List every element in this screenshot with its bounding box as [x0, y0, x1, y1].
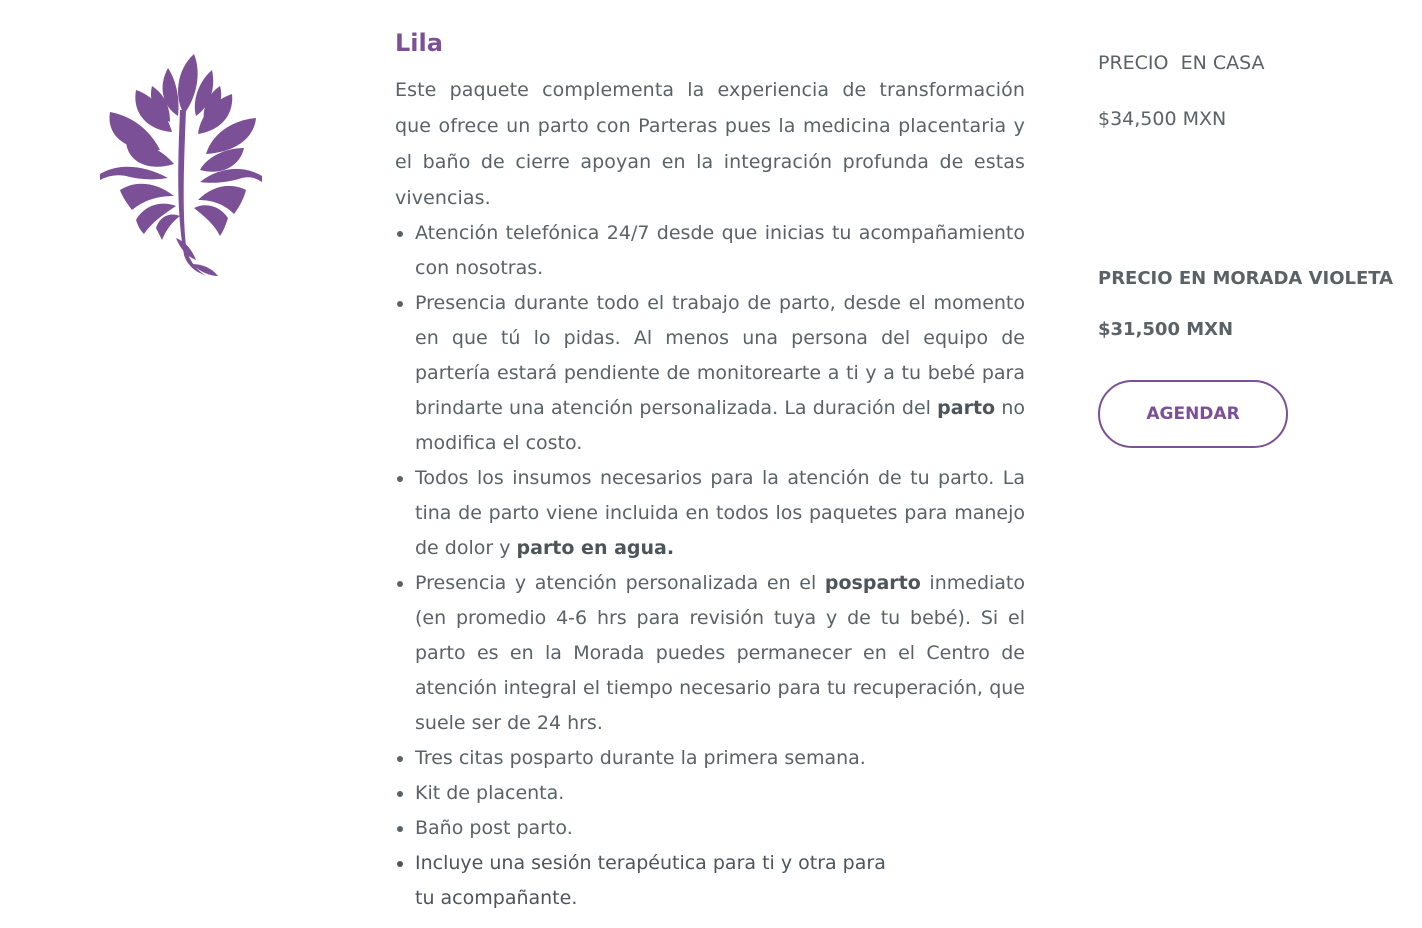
package-intro: Este paquete complementa la experiencia de transformación que ofrece un parto con Parteras pues la medicina placentaria y el baño de cierre apoyan en la integración profunda de estas vivencias. — [395, 79, 1025, 209]
list-item: • Presencia durante todo el trabajo de parto, desde el momento en que tú lo pidas. Al menos una persona del equipo de partería estará pendiente de monitorearte a ti y a tu bebé para brindarte una atención personalizada. La duración del parto no modifica el costo. — [415, 286, 1025, 461]
package-details — [395, 28, 1025, 916]
agendar-button[interactable]: AGENDAR — [1098, 380, 1288, 448]
list-item: • Kit de placenta. — [415, 776, 1025, 811]
list-item: • Incluye una sesión terapéutica para ti y otra para tu acompañante. — [415, 846, 1025, 916]
bold-text: posparto — [824, 572, 921, 594]
pricing-panel — [1098, 48, 1398, 448]
list-item: • Todos los insumos necesarios para la atención de tu parto. La tina de parto viene incluida en todos los paquetes para manejo de dolor y parto en agua. — [415, 461, 1025, 566]
plant-logo-icon — [96, 50, 266, 280]
center-price: $31,500 MXN — [1098, 319, 1234, 340]
list-item: • Baño post parto. — [415, 811, 1025, 846]
package-title: Lila — [395, 29, 443, 57]
list-item: • Presencia y atención personalizada en el posparto inmediato (en promedio 4-6 hrs para revisión tuya y de tu bebé). Si el parto es en la Morada puedes permanecer en el Centro de atención integral el tiempo necesario para tu recuperación, que suele ser de 24 hrs. — [415, 566, 1025, 741]
bold-text: parto — [937, 397, 996, 419]
bold-text: parto en agua. — [516, 537, 675, 559]
list-item: • Atención telefónica 24/7 desde que inicias tu acompañamiento con nosotras. — [415, 216, 1025, 286]
list-item: • Tres citas posparto durante la primera semana. — [415, 741, 1025, 776]
feature-list — [395, 216, 1025, 916]
home-price: $34,500 MXN — [1098, 108, 1227, 130]
center-price-label: PRECIO EN MORADA VIOLETA — [1098, 268, 1394, 289]
home-price-label: PRECIO EN CASA — [1098, 52, 1265, 74]
